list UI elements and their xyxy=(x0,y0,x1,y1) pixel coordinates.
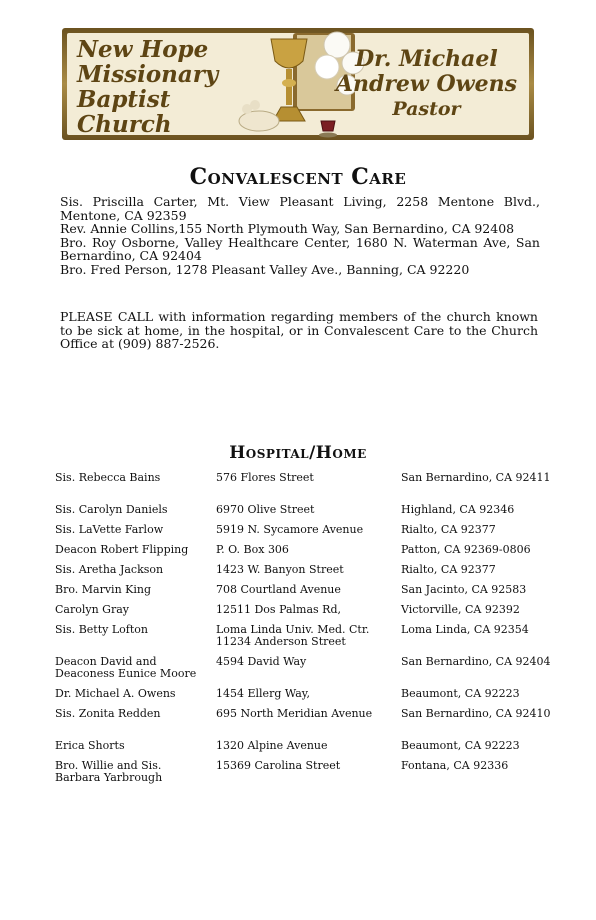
convalescent-entry: Sis. Priscilla Carter, Mt. View Pleasant Living, 2258 Mentone Blvd., Mentone, CA 92359 xyxy=(60,194,540,223)
pastor-name: Dr. Michael xyxy=(355,46,498,72)
pastor-title: Pastor xyxy=(392,98,461,120)
member-name: Sis. Rebecca Bains xyxy=(55,471,161,484)
member-address: 576 Flores Street xyxy=(216,471,314,484)
member-address: 1454 Ellerg Way, xyxy=(216,687,311,700)
church-name-line: Missionary xyxy=(77,61,219,88)
member-city: Patton, CA 92369-0806 xyxy=(401,543,531,556)
member-address: 1320 Alpine Avenue xyxy=(216,739,328,752)
member-address: 695 North Meridian Avenue xyxy=(216,707,373,720)
member-name: Erica Shorts xyxy=(55,739,125,752)
member-city: Fontana, CA 92336 xyxy=(401,759,509,772)
member-address: 6970 Olive Street xyxy=(216,503,315,516)
member-name: Bro. Marvin King xyxy=(55,583,152,596)
member-city: Beaumont, CA 92223 xyxy=(401,687,520,700)
member-name: Sis. Aretha Jackson xyxy=(55,563,164,576)
member-name: Carolyn Gray xyxy=(55,603,129,616)
member-address: 4594 David Way xyxy=(216,655,307,668)
member-address: 708 Courtland Avenue xyxy=(216,583,341,596)
member-address: 12511 Dos Palmas Rd, xyxy=(216,603,342,616)
member-city: San Jacinto, CA 92583 xyxy=(401,583,527,596)
convalescent-care-heading: Convalescent Care xyxy=(189,164,407,190)
member-address: Loma Linda Univ. Med. Ctr. 11234 Anderson Street xyxy=(216,623,370,648)
convalescent-entry: Bro. Fred Person, 1278 Pleasant Valley Ave., Banning, CA 92220 xyxy=(60,261,470,277)
member-name: Sis. Betty Lofton xyxy=(55,623,148,636)
call-notice: PLEASE CALL with information regarding members of the church known to be sick at home, in the hospital, or in Convalescent Care to the Church Office at (909) 887-2526. xyxy=(60,309,538,351)
member-city: San Bernardino, CA 92404 xyxy=(401,655,551,668)
member-address: 1423 W. Banyon Street xyxy=(216,563,344,576)
convalescent-entry: Rev. Annie Collins,155 North Plymouth Way, San Bernardino, CA 92408 xyxy=(60,221,515,236)
member-city: Loma Linda, CA 92354 xyxy=(401,623,529,636)
member-city: Rialto, CA 92377 xyxy=(401,523,496,536)
member-name: Dr. Michael A. Owens xyxy=(55,687,176,700)
member-address: P. O. Box 306 xyxy=(216,543,289,556)
convalescent-entry: Bro. Roy Osborne, Valley Healthcare Center, 1680 N. Waterman Ave, San Bernardino, CA 92404 xyxy=(60,234,540,263)
church-name-line: Church xyxy=(77,111,172,138)
member-address: 15369 Carolina Street xyxy=(216,759,341,772)
member-name: Sis. LaVette Farlow xyxy=(55,523,164,536)
pastor-name: Andrew Owens xyxy=(335,71,517,97)
member-city: San Bernardino, CA 92410 xyxy=(401,707,551,720)
church-name-line: Baptist xyxy=(77,86,171,113)
member-city: Rialto, CA 92377 xyxy=(401,563,496,576)
member-address: 5919 N. Sycamore Avenue xyxy=(216,523,364,536)
hospital-home-heading: Hospital/Home xyxy=(229,443,367,463)
member-city: San Bernardino, CA 92411 xyxy=(401,471,551,484)
member-name: Deacon Robert Flipping xyxy=(55,543,189,556)
member-city: Beaumont, CA 92223 xyxy=(401,739,520,752)
member-name: Sis. Carolyn Daniels xyxy=(55,503,168,516)
member-city: Highland, CA 92346 xyxy=(401,503,515,516)
member-name: Sis. Zonita Redden xyxy=(55,707,161,720)
member-name: Deacon David and Deaconess Eunice Moore xyxy=(55,655,197,680)
member-name: Bro. Willie and Sis. Barbara Yarbrough xyxy=(55,759,163,784)
church-name-line: New Hope xyxy=(77,36,209,63)
member-city: Victorville, CA 92392 xyxy=(401,603,520,616)
